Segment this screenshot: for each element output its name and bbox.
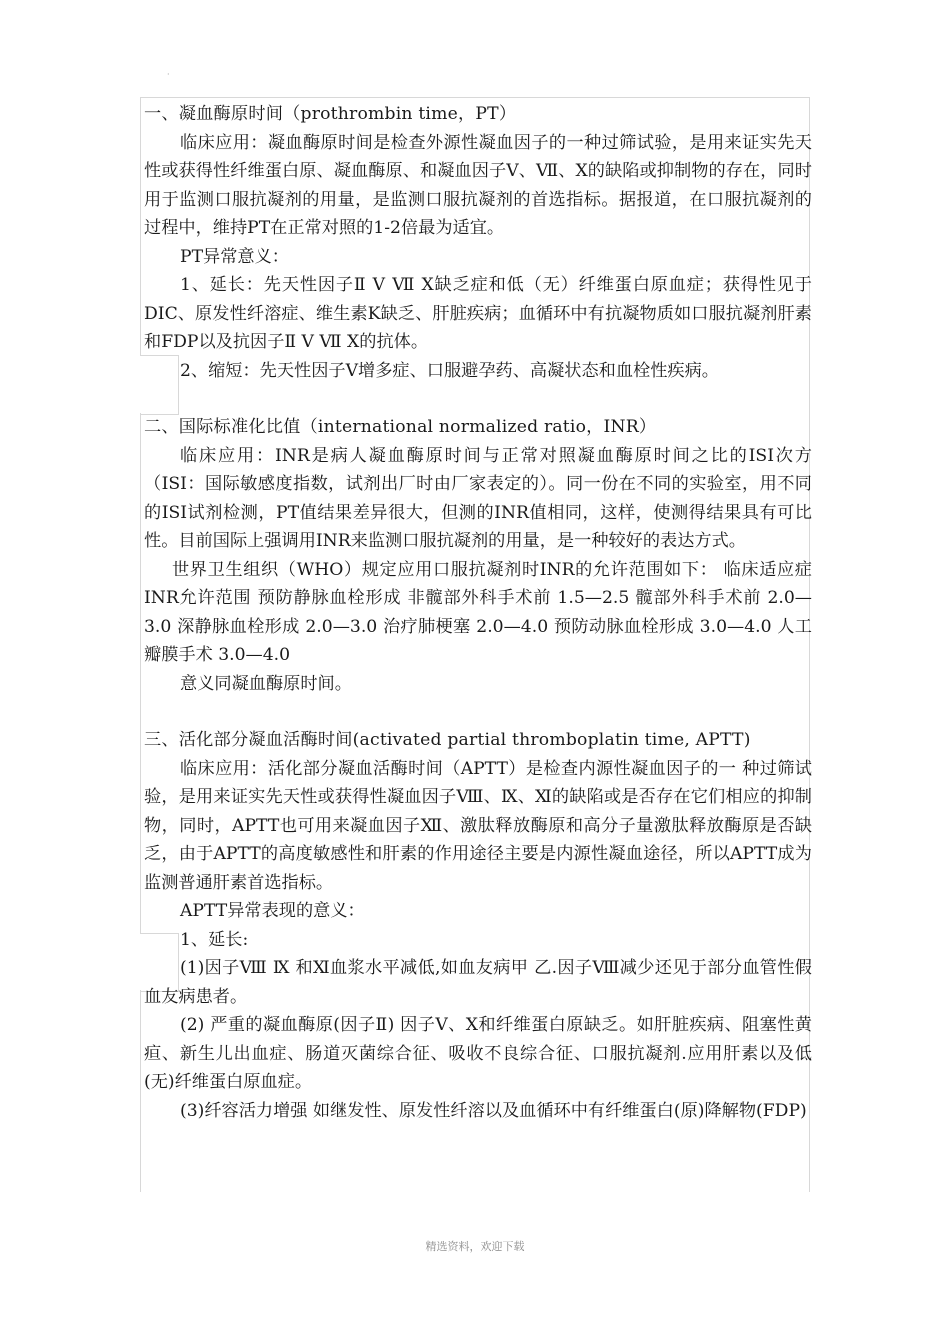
paragraph: (1)因子Ⅷ Ⅸ 和Ⅺ血浆水平减低,如血友病甲 乙.因子Ⅷ减少还见于部分血管性假血友病患者。 <box>144 958 812 1007</box>
paragraph: APTT异常表现的意义： <box>180 901 365 921</box>
section-heading: 三、活化部分凝血活酶时间(activated partial thromboplatin time, APTT) <box>144 730 751 750</box>
section-inr <box>144 413 812 698</box>
section-spacer <box>144 698 812 726</box>
paragraph: 世界卫生组织（WHO）规定应用口服抗凝剂时INR的允许范围如下： 临床适应症 INR允许范围 预防静脉血栓形成 非髋部外科手术前 1.5—2.5 髋部外科手术前 2.0—3.0 深静脉血栓形成 2.0—3.0 治疗肺梗塞 2.0—4.0 预防动脉血栓形成 3.0—4.0 人工瓣膜手术 3.0—4.0 <box>144 559 812 665</box>
section-spacer <box>144 385 812 413</box>
page-mark: · <box>167 70 170 79</box>
section-aptt <box>144 726 812 1125</box>
paragraph: (3)纤容活力增强 如继发性、原发性纤溶以及血循环中有纤维蛋白(原)降解物(FDP) <box>180 1100 807 1121</box>
section-heading: 一、凝血酶原时间（prothrombin time，PT） <box>144 104 517 124</box>
paragraph: 意义同凝血酶原时间。 <box>180 673 352 694</box>
document-body <box>144 100 812 1125</box>
frame-left-border-2 <box>140 413 141 933</box>
frame-left-border-3 <box>140 990 141 1192</box>
paragraph: 2、缩短：先天性因子Ⅴ增多症、口服避孕药、高凝状态和血栓性疾病。 <box>180 360 719 381</box>
frame-left-border-1 <box>140 97 141 355</box>
paragraph: 1、延长: <box>180 929 249 950</box>
page-footer: 精选资料，欢迎下载 <box>425 1240 525 1253</box>
paragraph: (2) 严重的凝血酶原(因子Ⅱ) 因子Ⅴ、Ⅹ和纤维蛋白原缺乏。如肝脏疾病、阻塞性黄疸、新生儿出血症、肠道灭菌综合征、吸收不良综合征、口服抗凝剂.应用肝素以及低(无)纤维蛋白原血症。 <box>144 1015 812 1092</box>
section-heading: 二、国际标准化比值（international normalized ratio，INR） <box>144 417 657 437</box>
paragraph: 临床应用：INR是病人凝血酶原时间与正常对照凝血酶原时间之比的ISI次方（ISI：国际敏感度指数，试剂出厂时由厂家表定的）。同一份在不同的实验室，用不同的ISI试剂检测，PT值结果差异很大，但测的INR值相同，这样，使测得结果具有可比性。目前国际上强调用INR来监测口服抗凝剂的用量，是一种较好的表达方式。 <box>144 445 812 551</box>
frame-top-border <box>140 97 810 98</box>
paragraph: 临床应用：活化部分凝血活酶时间（APTT）是检查内源性凝血因子的一 种过筛试验，是用来证实先天性或获得性凝血因子Ⅷ、Ⅸ、Ⅺ的缺陷或是否存在它们相应的抑制物，同时，APTT也可用来凝血因子Ⅻ、激肽释放酶原和高分子量激肽释放酶原是否缺乏，由于APTT的高度敏感性和肝素的作用途径主要是内源性凝血途径，所以APTT成为监测普通肝素首选指标。 <box>144 758 812 893</box>
paragraph: 临床应用：凝血酶原时间是检查外源性凝血因子的一种过筛试验，是用来证实先天性或获得性纤维蛋白原、凝血酶原、和凝血因子Ⅴ、Ⅶ、Ⅹ的缺陷或抑制物的存在，同时用于监测口服抗凝剂的用量，是监测口服抗凝剂的首选指标。据报道，在口服抗凝剂的过程中，维持PT在正常对照的1-2倍最为适宜。 <box>144 132 812 238</box>
section-pt <box>144 100 812 385</box>
paragraph: PT异常意义： <box>180 246 289 267</box>
paragraph: 1、延长：先天性因子Ⅱ Ⅴ Ⅶ Ⅹ缺乏症和低（无）纤维蛋白原血症；获得性见于DIC、原发性纤溶症、维生素K缺乏、肝脏疾病；血循环中有抗凝物质如口服抗凝剂肝素和FDP以及抗因子Ⅱ Ⅴ Ⅶ Ⅹ的抗体。 <box>144 275 812 352</box>
